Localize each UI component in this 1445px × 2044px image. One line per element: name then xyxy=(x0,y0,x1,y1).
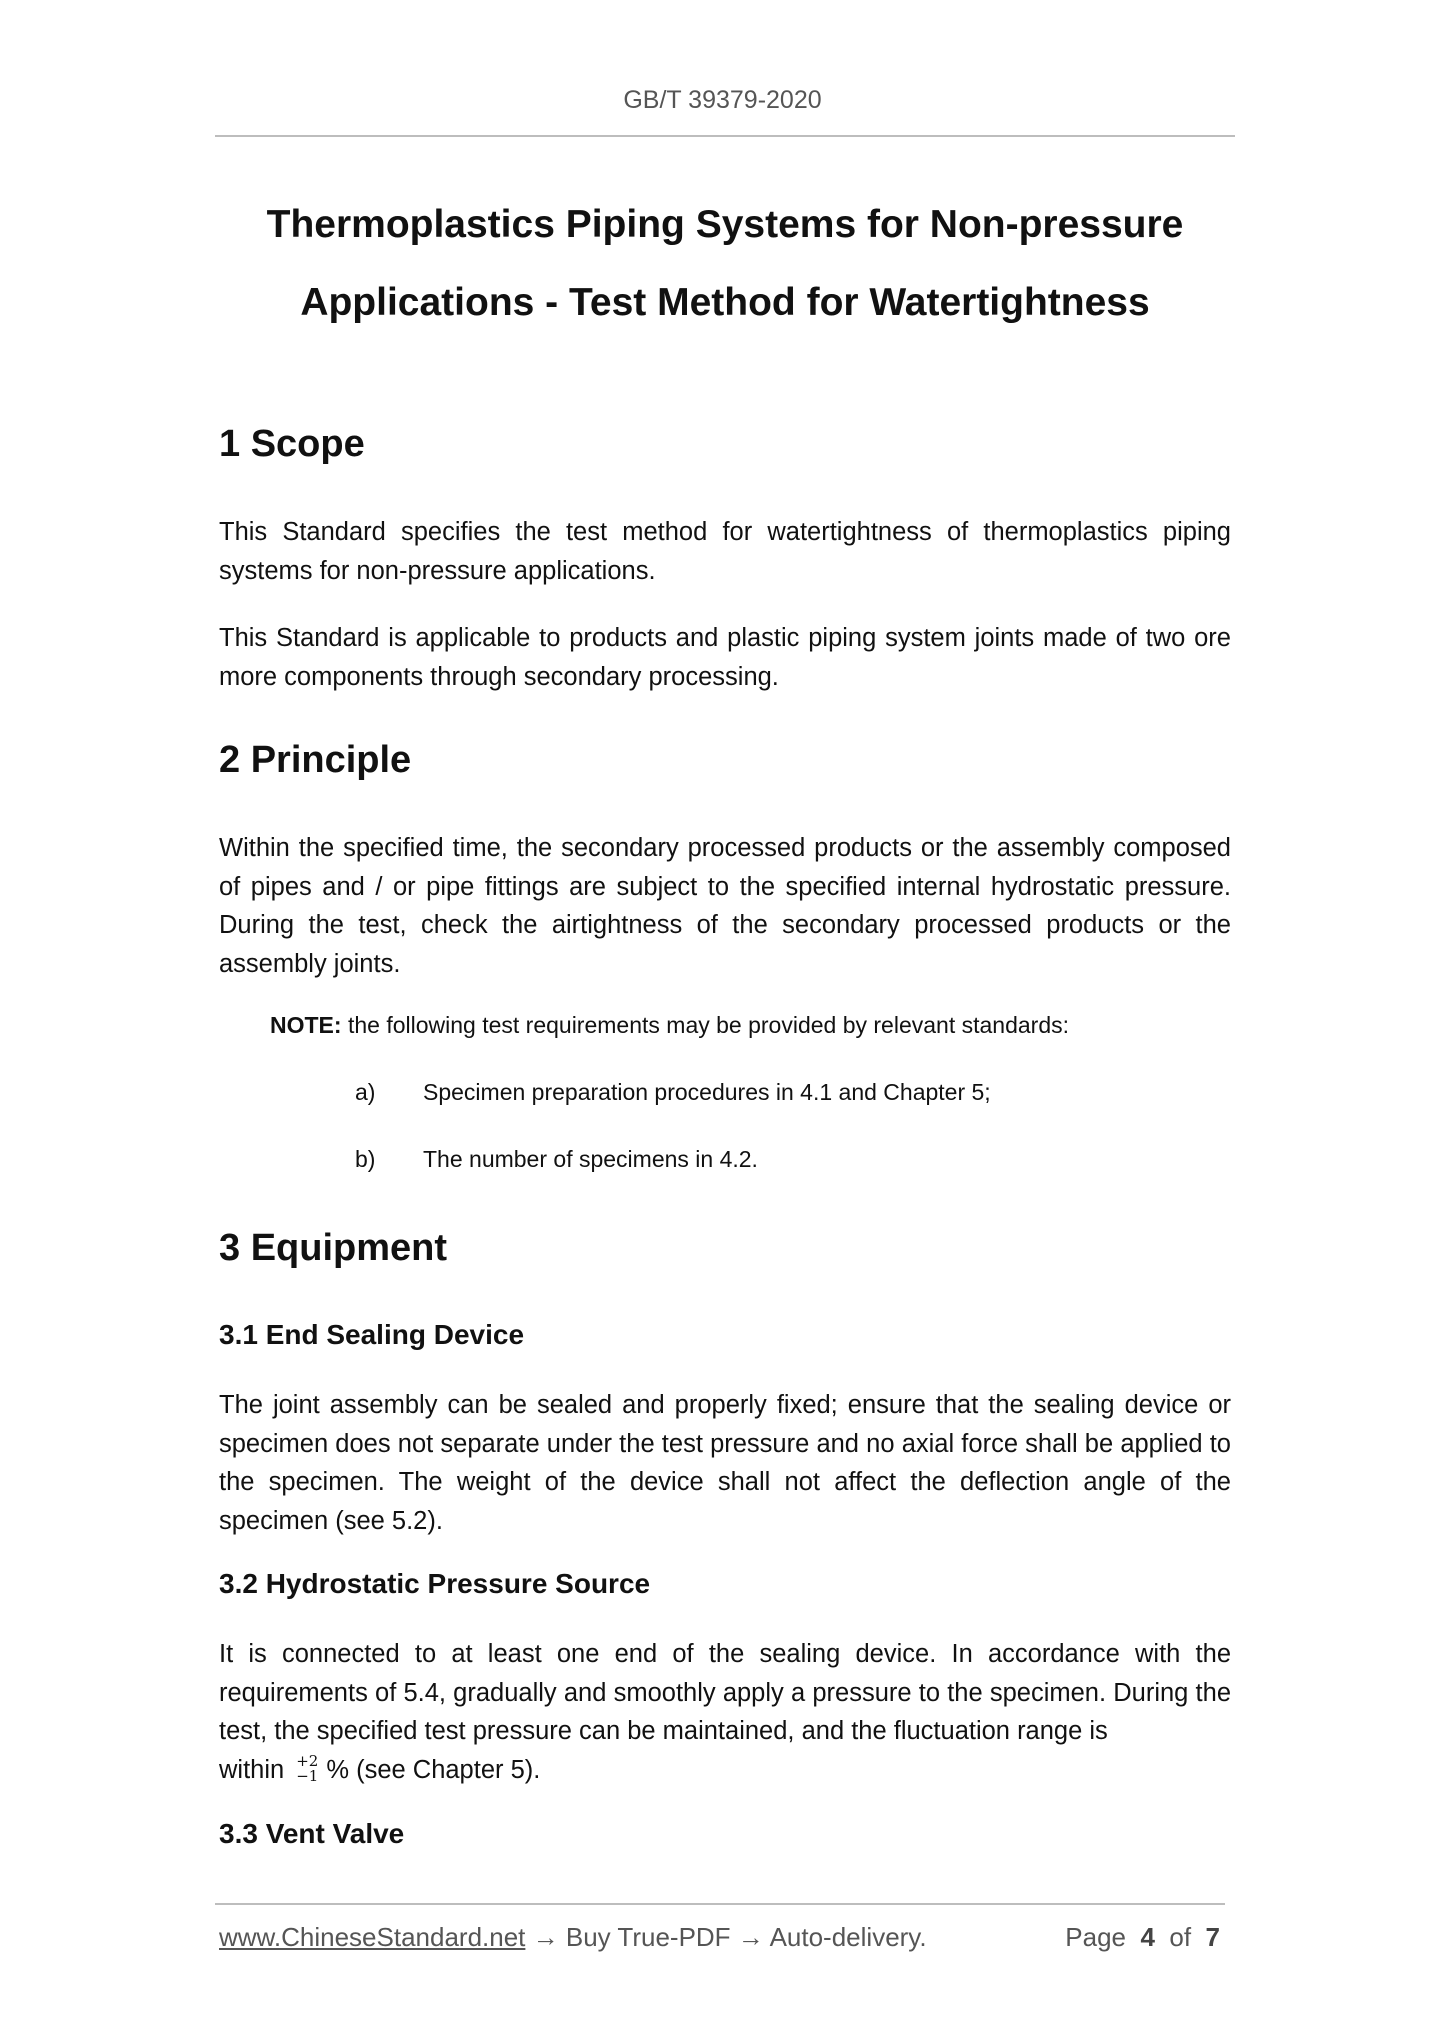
list-item xyxy=(355,1146,758,1173)
list-marker: a) xyxy=(355,1079,376,1105)
header-divider xyxy=(215,135,1235,137)
running-header: GB/T 39379-2020 xyxy=(623,86,822,114)
list-marker: b) xyxy=(355,1146,376,1172)
tolerance-fraction xyxy=(296,1751,319,1785)
scope-paragraph-2: This Standard is applicable to products and plastic piping system joints made of two ore more components through secondary processing. xyxy=(219,624,1231,691)
section-heading-principle: 2 Principle xyxy=(219,739,412,781)
scope-paragraph-1: This Standard specifies the test method for watertightness of thermoplastics piping systems for non-pressure applications. xyxy=(219,518,1231,585)
tolerance-line xyxy=(219,1751,1231,1790)
list-item-text: Specimen preparation procedures in 4.1 and Chapter 5; xyxy=(423,1079,991,1105)
page-label: Page xyxy=(1065,1922,1127,1952)
subsection-3-2-paragraph xyxy=(219,1635,1231,1789)
document-title-line-2: Applications - Test Method for Watertightness xyxy=(300,281,1150,324)
document-title xyxy=(215,186,1235,342)
principle-paragraph: Within the specified time, the secondary processed products or the assembly composed of pipes and / or pipe fittings are subject to the specified internal hydrostatic pressure. During the test, check the airtightness of the secondary processed products or the assembly joints. xyxy=(219,834,1231,978)
principle-note xyxy=(270,1012,1069,1039)
section-heading-scope: 1 Scope xyxy=(219,423,365,465)
tolerance-tail: % (see Chapter 5). xyxy=(326,1755,541,1784)
subsection-heading-3-3: 3.3 Vent Valve xyxy=(219,1818,405,1849)
tolerance-upper: +2 xyxy=(296,1751,319,1770)
subsection-heading-3-2: 3.2 Hydrostatic Pressure Source xyxy=(219,1568,651,1599)
footer-divider xyxy=(215,1903,1225,1905)
subsection-3-2-text: It is connected to at least one end of the sealing device. In accordance with the requirements of 5.4, gradually and smoothly apply a pressure to the specimen. During the test, the specified test pressure can be maintained, and the fluctuation range is xyxy=(219,1640,1231,1745)
footer-promo xyxy=(219,1922,927,1953)
page-total: 7 xyxy=(1205,1922,1220,1952)
within-text: within xyxy=(219,1755,285,1784)
website-link[interactable]: www.ChineseStandard.net xyxy=(219,1922,526,1952)
section-heading-equipment: 3 Equipment xyxy=(219,1227,448,1269)
note-label: NOTE: xyxy=(270,1012,342,1038)
list-item xyxy=(355,1079,991,1106)
document-title-line-1: Thermoplastics Piping Systems for Non-pressure xyxy=(266,203,1184,246)
page-number xyxy=(1065,1922,1220,1953)
list-item-text: The number of specimens in 4.2. xyxy=(423,1146,758,1172)
subsection-3-1-paragraph: The joint assembly can be sealed and properly fixed; ensure that the sealing device or specimen does not separate under the test pressure and no axial force shall be applied to the specimen. The weight of the device shall not affect the deflection angle of the specimen (see 5.2). xyxy=(219,1391,1231,1535)
footer-promo-text: → Buy True-PDF → Auto-delivery. xyxy=(525,1922,927,1952)
page-current: 4 xyxy=(1140,1922,1155,1952)
subsection-heading-3-1: 3.1 End Sealing Device xyxy=(219,1319,525,1350)
tolerance-lower: −1 xyxy=(296,1766,319,1785)
page-of: of xyxy=(1169,1922,1192,1952)
note-text: the following test requirements may be provided by relevant standards: xyxy=(341,1012,1070,1038)
